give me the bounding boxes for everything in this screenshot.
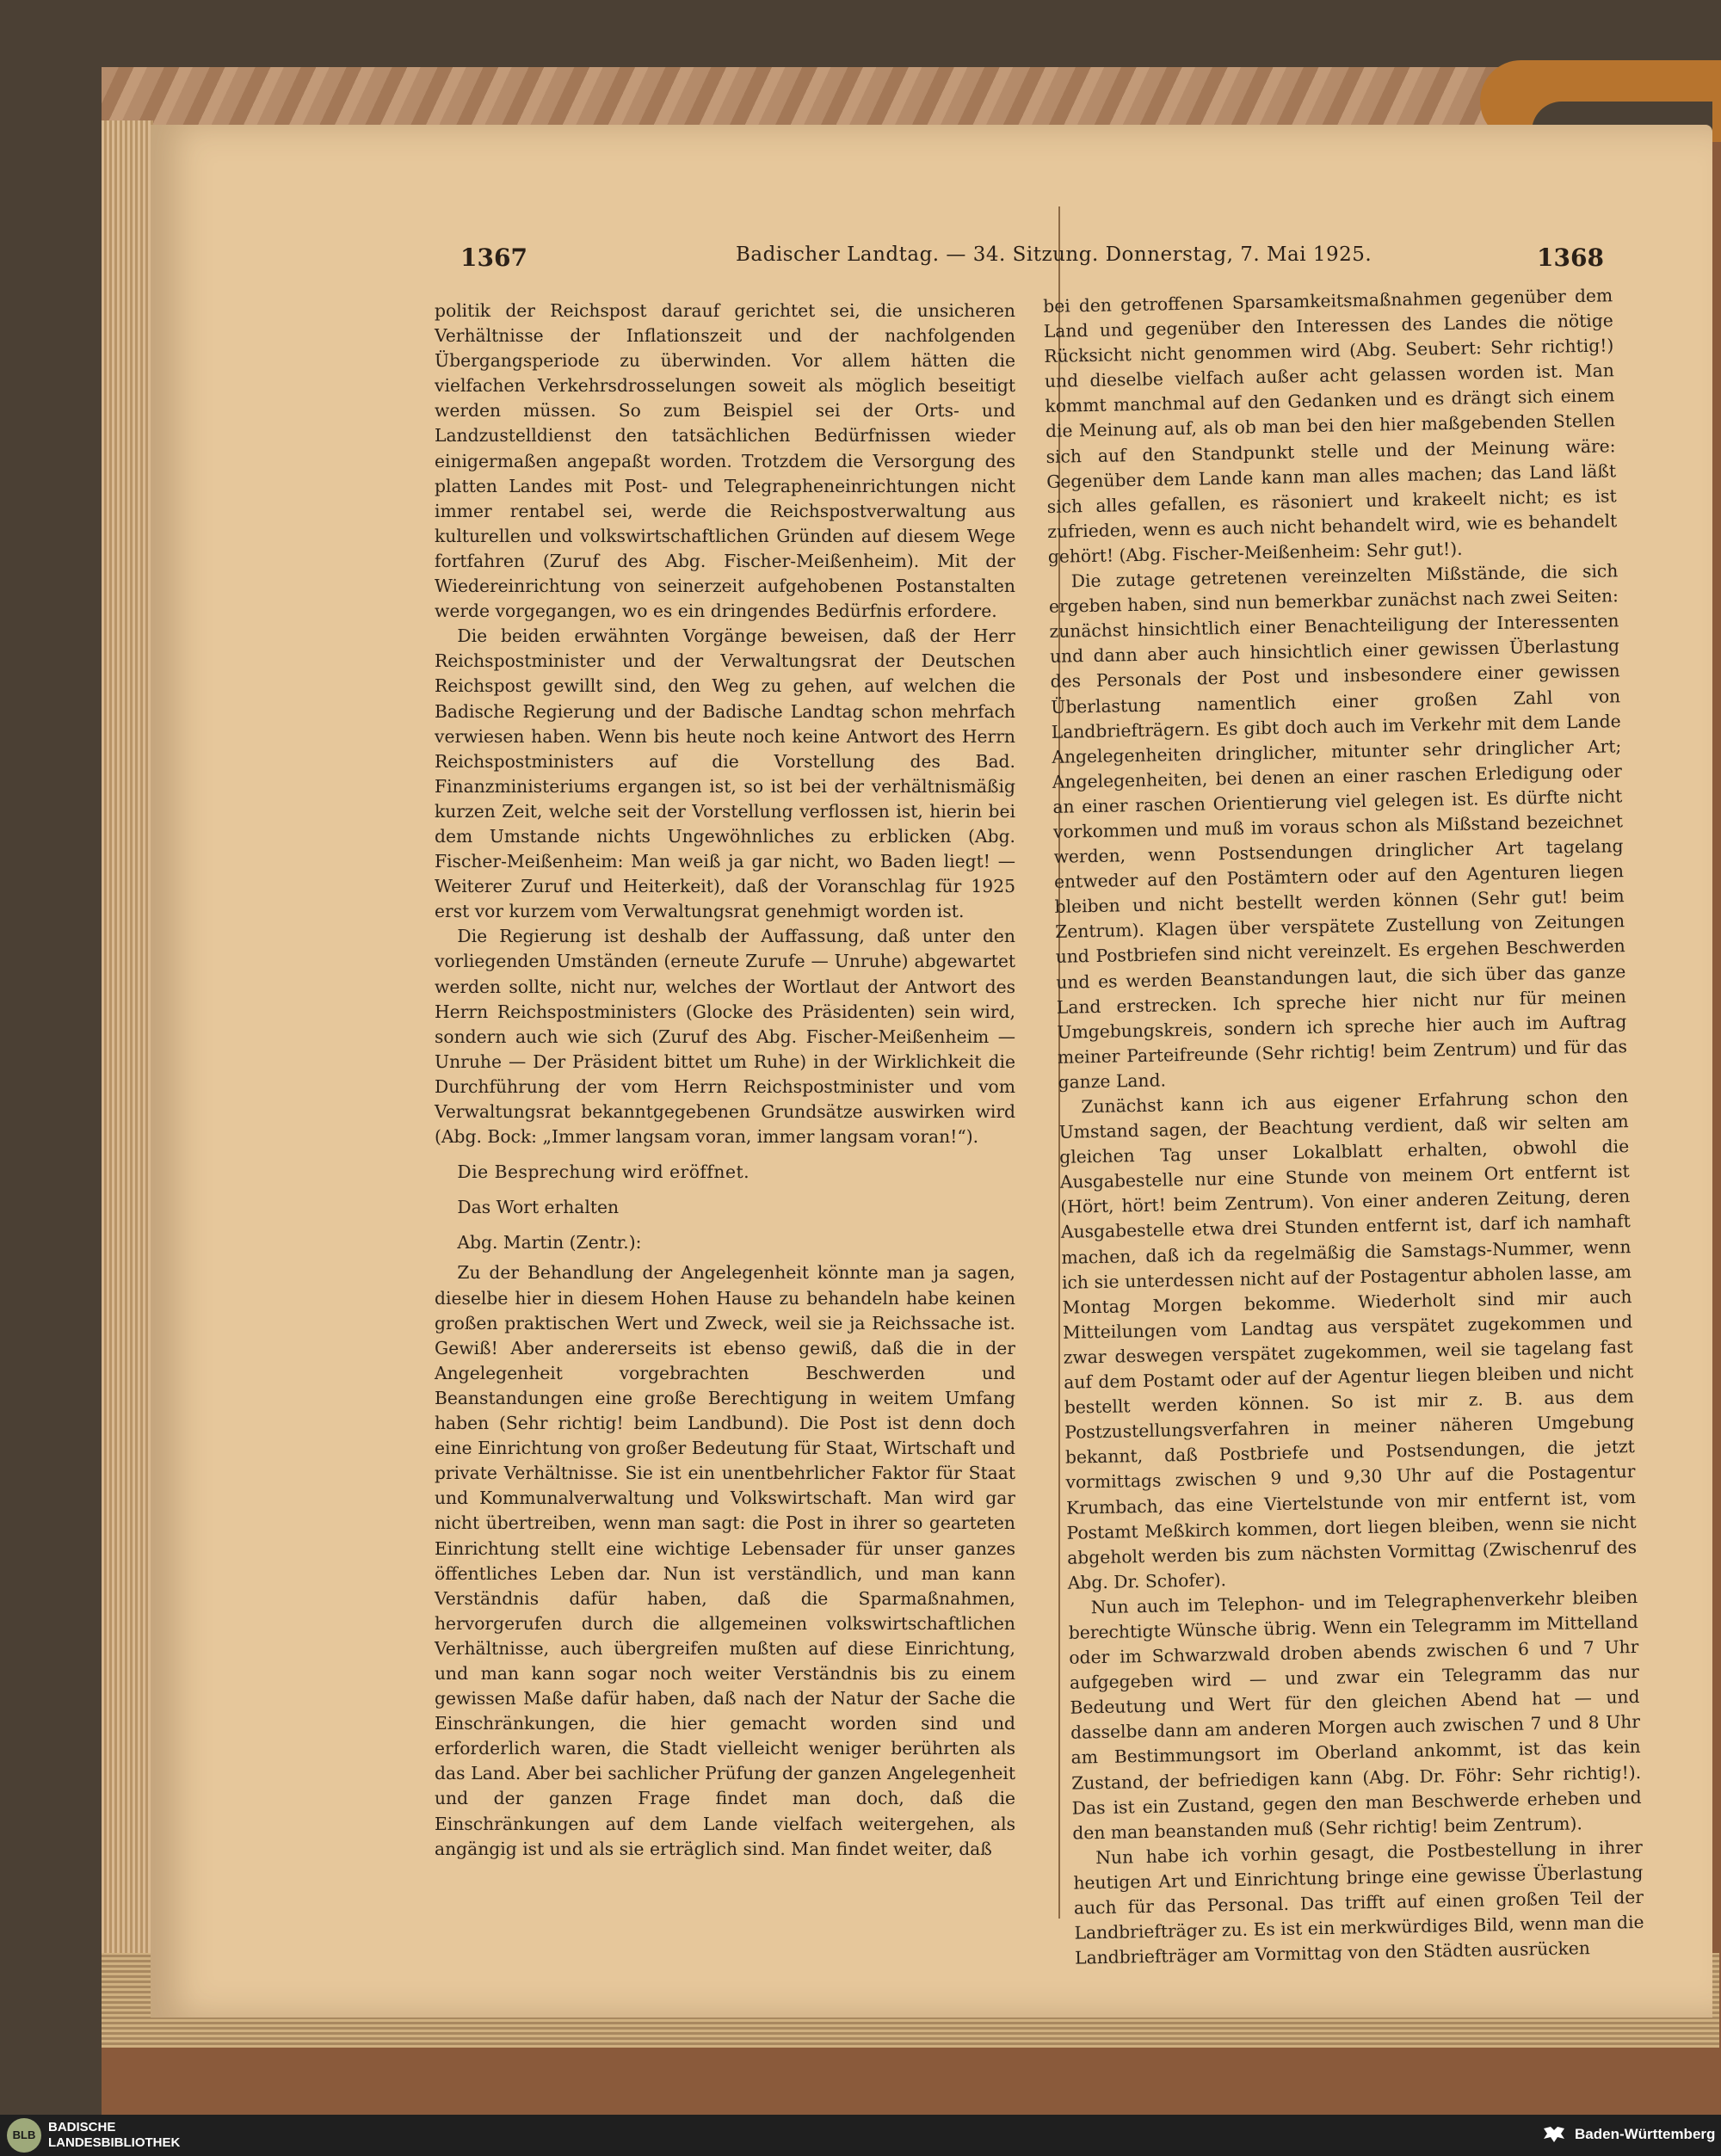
paragraph: Die beiden erwähnten Vorgänge beweisen, daß der Herr Reichspostminister und der Verwaltungsrat der Deutschen Reichspost gewillt sind, den Weg zu gehen, auf welchen die Badische Regierung und der Badische Landtag schon mehrfach verwiesen haben. Wenn bis heute noch keine Antwort des Herrn Reichspostministers auf die Vorstellung des Bad. Finanzministeriums ergangen ist, so ist bei der verhältnismäßig kurzen Zeit, welche seit der Vorstellung verflossen ist, hierin bei dem Umstande nichts Ungewöhnliches zu erblicken (Abg. Fischer-Meißenheim: Man weiß ja gar nicht, wo Baden liegt! — Weiterer Zuruf und Heiterkeit), daß der Voranschlag für 1925 erst vor kurzem vom Verwaltungsrat genehmigt worden ist. xyxy=(435,625,1015,922)
paragraph: Zunächst kann ich aus eigener Erfahrung schon den Umstand sagen, der Beachtung verdient, daß wir selten am gleichen Tag unser Lokalblatt erhalten, obwohl die Ausgabestelle nur eine Stunde von meinem Ort entfernt ist (Hört, hört! beim Zentrum). Von einer anderen Zeitung, deren Ausgabestelle etwa drei Stunden entfernt ist, darf ich namhaft machen, daß ich da regelmäßig die Samstags-Nummer, wenn ich sie unterdessen nicht auf der Postagentur abholen lasse, am Montag Morgen bekomme. Wiederholt sind mir auch Mitteilungen vom Landtag aus verspätet zugekommen und zwar deswegen verspätet zugekommen, weil sie tagelang fast auf dem Postamt oder auf der Agentur liegen bleiben und nicht bestellt werden können. So ist mir z. B. aus dem Postzustellungsverfahren in meiner näheren Umgebung bekannt, daß Postbriefe und Postsendungen, die jetzt vormittags zwischen 9 und 9,30 Uhr auf die Postagentur Krumbach, das eine Viertelstunde von mir entfernt ist, vom Postamt Meßkirch kommen, dort liegen bleiben, wenn sie nicht abgeholt werden bis zum nächsten Vormittag (Zwischenruf des Abg. Dr. Schofer). xyxy=(1058,1086,1638,1593)
paragraph: Zu der Behandlung der Angelegenheit könnte man ja sagen, dieselbe hier in diesem Hohen Hause zu behandeln habe keinen großen praktischen Wert und Zweck, weil sie ja Reichssache ist. Gewiß! Aber andererseits ist ebenso gewiß, daß die in der Angelegenheit vorgebrachten Beschwerden und Beanstandungen eine große Berechtigung in weitem Umfang haben (Sehr richtig! beim Landbund). Die Post ist denn doch eine Einrichtung von großer Bedeutung für Staat, Wirtschaft und private Verhältnisse. Sie ist ein unentbehrlicher Faktor für Staat und Kommunalverwaltung und Volkswirtschaft. Man wird gar nicht übertreiben, wenn man sagt: die Post in ihrer so gearteten Einrichtung stellt eine wichtige Lebensader für unser ganzes öffentliches Leben dar. Nun ist verständlich, und man kann Verständnis dafür haben, daß die Sparmaßnahmen, hervorgerufen durch die allgemeinen volkswirtschaftlichen Verhältnisse, auch übergreifen mußten auf diese Einrichtung, und man kann sogar noch weiter Verständnis bis zu einem gewissen Maße dafür haben, daß nach der Natur der Sache die Einschränkungen, die hier gemacht worden sind und erforderlich waren, die Stadt vielleicht weniger berührten als das Land. Aber bei sachlicher Prüfung der ganzen Angelegenheit und der ganzen Frage findet man doch, daß die Einschränkungen auf dem Lande vielfach weitergehen, als angängig ist und als sie erträglich sind. Man findet weiter, daß xyxy=(435,1262,1015,1859)
paragraph: Die Regierung ist deshalb der Auffassung, daß unter den vorliegenden Umständen (erneute Zurufe — Unruhe) abgewartet werden sollte, nicht nur, welches der Wortlaut der Antwort des Herrn Reichspostministers (Glocke des Präsidenten) sein wird, sondern auch wie sich (Zuruf des Abg. Fischer-Meißenheim — Unruhe — Der Präsident bittet um Ruhe) in der Wirklichkeit die Durchführung der vom Herrn Reichspostminister und vom Verwaltungsrat bekanntgegebenen Grundsätze auswirken wird (Abg. Bock: „Immer langsam voran, immer langsam voran!“). xyxy=(435,926,1015,1148)
running-title: Badischer Landtag. — 34. Sitzung. Donnerstag, 7. Mai 1925. xyxy=(736,243,1372,266)
page-number-right: 1368 xyxy=(1537,243,1604,272)
state-crest-icon xyxy=(1540,2122,1568,2149)
speaker-call-line: Das Wort erhalten xyxy=(457,1197,620,1218)
state-name[interactable]: Baden-Württemberg xyxy=(1575,2126,1716,2142)
paragraph: Nun habe ich vorhin gesagt, die Postbestellung in ihrer heutigen Art und Einrichtung bringe eine gewisse Überlastung auch für das Personal. Das trifft auf einen großen Teil der Landbriefträger zu. Es ist ein merkwürdiges Bild, wenn man die Landbriefträger am Vormittag von den Städten ausrücken xyxy=(1073,1836,1644,1968)
right-column xyxy=(1043,283,1644,1971)
footer-bar xyxy=(0,2115,1721,2156)
page-stack-edge xyxy=(102,120,153,2026)
page-number-left: 1367 xyxy=(460,243,527,272)
blb-logo[interactable]: BLB xyxy=(7,2118,41,2153)
paragraph: Die zutage getretenen vereinzelten Mißstände, die sich ergeben haben, sind nun bemerkbar zunächst nach zwei Seiten: zunächst hinsichtlich einer Benachteiligung der Interessenten und dann aber auch hinsichtlich einer gewissen Überlastung des Personals der Post und insbesondere einer gewissen Überlastung namentlich einer großen Zahl von Landbriefträgern. Es gibt doch auch im Verkehr mit dem Lande Angelegenheiten dringlicher, mitunter sehr dringlicher Art; Angelegenheiten, bei denen an einer raschen Erledigung oder an einer raschen Orientierung viel gelegen ist. Es dürfte nicht vorkommen und muß im voraus schon als Mißstand bezeichnet werden, wenn Postsendungen dringlicher Art tagelang entweder auf den Postämtern oder auf den Agenturen liegen bleiben und nicht bestellt werden können (Sehr gut! beim Zentrum). Klagen über verspätete Zustellung von Zeitungen und Postbriefen sind nicht vereinzelt. Es ergehen Beschwerden und es werden Beanstandungen laut, die sich über das ganze Land erstrecken. Ich spreche hier nicht nur für meinen Umgebungskreis, sondern ich spreche hier auch im Auftrag meiner Parteifreunde (Sehr richtig! beim Zentrum) und für das ganze Land. xyxy=(1048,560,1628,1093)
debate-opened-line: Die Besprechung wird eröffnet. xyxy=(457,1161,750,1183)
left-column xyxy=(435,299,1015,1862)
speaker-heading: Abg. Martin (Zentr.): xyxy=(457,1232,642,1254)
paragraph: bei den getroffenen Sparsamkeitsmaßnahmen gegenüber dem Land und gegenüber den Interessen des Landes die nötige Rücksicht nicht genommen wird (Abg. Seubert: Sehr richtig!) und dieselbe vielfach außer acht gelassen worden ist. Man kommt manchmal auf den Gedanken und es drängt sich einem die Meinung auf, als ob man bei den hier maßgebenden Stellen sich auf den Standpunkt stelle und der Meinung wäre: Gegenüber dem Lande kann man alles machen; das Land läßt sich alles gefallen, es räsoniert und krakeelt nicht; es ist zufrieden, wenn es auch nicht behandelt wird, wie es behandelt gehört! (Abg. Fischer-Meißenheim: Sehr gut!). xyxy=(1043,285,1618,567)
library-name[interactable]: BADISCHE LANDESBIBLIOTHEK xyxy=(48,2120,181,2150)
paragraph: politik der Reichspost darauf gerichtet sei, die unsicheren Verhältnisse der Inflationszeit und der nachfolgenden Übergangsperiode zu überwinden. Vor allem hätten die vielfachen Verkehrsdrosselungen soweit als möglich beseitigt werden müssen. So zum Beispiel sei der Orts- und Landzustelldienst den tatsächlichen Bedürfnissen wieder einigermaßen angepaßt worden. Trotzdem die Versorgung des platten Landes mit Post- und Telegrapheneinrichtungen nicht immer rentabel sei, werde die Reichspostverwaltung aus kulturellen und volkswirtschaftlichen Gründen auf diesem Wege fortfahren (Zuruf des Abg. Fischer-Meißenheim). Mit der Wiedereinrichtung von seinerzeit aufgehobenen Postanstalten werde vorgegangen, wo es ein dringendes Bedürfnis erfordere. xyxy=(435,300,1015,622)
paragraph: Nun auch im Telephon- und im Telegraphenverkehr bleiben berechtigte Wünsche übrig. Wenn ein Telegramm im Mittelland oder im Schwarzwald droben abends zwischen 6 und 7 Uhr aufgegeben wird — und zwar ein Telegramm das nur Bedeutung und Wert für den gleichen Abend hat — und dasselbe dann am anderen Morgen auch zwischen 7 und 8 Uhr am Bestimmungsort im Oberland ankommt, ist das kein Zustand, der befriedigen kann (Abg. Dr. Föhr: Sehr richtig!). Das ist ein Zustand, gegen den man Beschwerde erheben und den man beanstanden muß (Sehr richtig! beim Zentrum). xyxy=(1068,1586,1642,1844)
marbled-edge xyxy=(102,67,1668,127)
